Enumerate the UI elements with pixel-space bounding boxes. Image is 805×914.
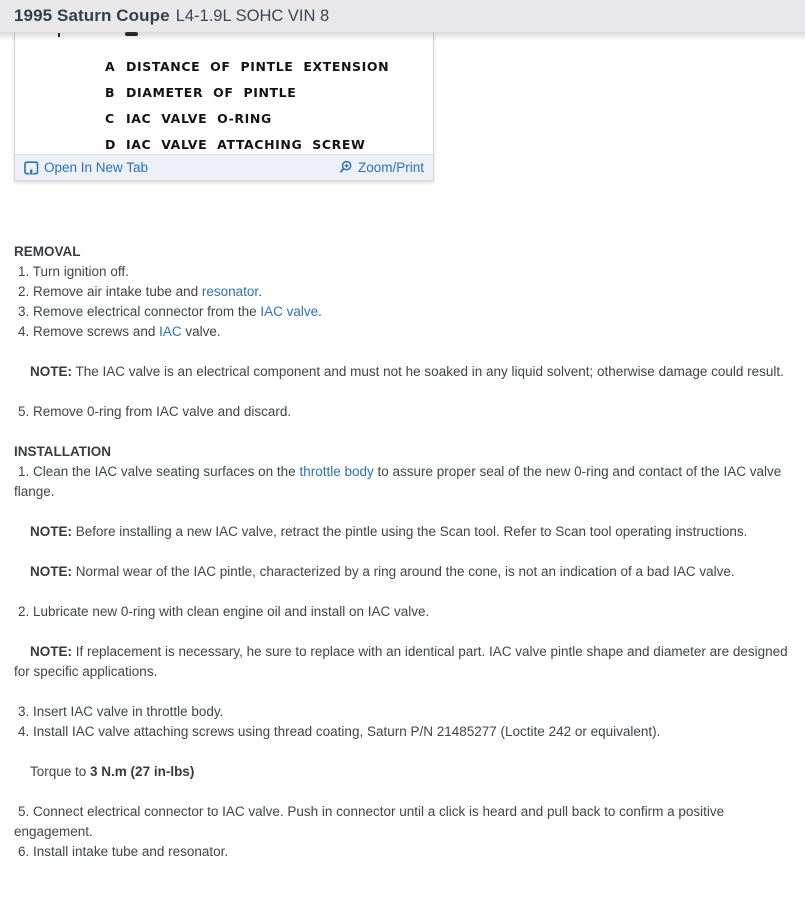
- removal-step-3: 3. Remove electrical connector from the IAC valve.: [18, 304, 322, 319]
- legend-row: [105, 106, 389, 132]
- installation-step-4: 4. Install IAC valve attaching screws using thread coating, Saturn P/N 21485277 (Loctite 242 or equivalent).: [18, 724, 661, 739]
- legend-letter: D: [105, 137, 116, 152]
- torque-spec: Torque to 3 N.m (27 in-lbs): [30, 764, 195, 779]
- step-number: 1.: [18, 264, 30, 279]
- removal-step-5: 5. Remove 0-ring from IAC valve and discard.: [18, 404, 292, 419]
- note-label: NOTE:: [30, 564, 72, 579]
- legend-text: DISTANCE OF PINTLE EXTENSION: [126, 59, 390, 74]
- installation-step-3: 3. Insert IAC valve in throttle body.: [18, 704, 224, 719]
- note-label: NOTE:: [30, 524, 72, 539]
- diagram-cropped-glyph: [58, 33, 60, 37]
- zoom-print-link[interactable]: [338, 160, 424, 175]
- legend-text: IAC VALVE ATTACHING SCREW: [126, 137, 366, 152]
- step-number: 6.: [18, 844, 30, 859]
- installation-note-1: NOTE: Before installing a new IAC valve, retract the pintle using the Scan tool. Refer to Scan tool operating instructions.: [30, 524, 748, 539]
- note-label: NOTE:: [30, 364, 72, 379]
- step-number: 2.: [18, 604, 30, 619]
- diagram-image[interactable]: [15, 32, 433, 154]
- removal-heading: REMOVAL: [14, 244, 81, 259]
- legend-letter: A: [105, 59, 116, 74]
- installation-step-5: 5. Connect electrical connector to IAC valve. Push in connector until a click is heard and pull back to confirm a positive engagement.: [14, 804, 725, 839]
- diagram-legend: [105, 54, 389, 154]
- vehicle-header: [0, 0, 805, 32]
- legend-row: [105, 80, 389, 106]
- step-number: 3.: [18, 304, 30, 319]
- step-number: 1.: [18, 464, 30, 479]
- legend-letter: B: [105, 85, 116, 100]
- removal-note: NOTE: The IAC valve is an electrical component and must not he soaked in any liquid solvent; otherwise damage could result.: [30, 364, 784, 379]
- installation-note-3: NOTE: If replacement is necessary, he sure to replace with an identical part. IAC valve pintle shape and diameter are designed for specific applications.: [14, 644, 788, 679]
- diagram-panel: [14, 32, 434, 181]
- step-number: 5.: [18, 804, 30, 819]
- torque-value: 3 N.m (27 in-lbs): [90, 764, 195, 779]
- iac-valve-link[interactable]: IAC valve: [260, 304, 319, 319]
- throttle-body-link[interactable]: throttle body: [299, 464, 374, 479]
- legend-row: [105, 54, 389, 80]
- vehicle-title: 1995 Saturn Coupe: [14, 6, 170, 25]
- zoom-in-icon: [338, 160, 353, 175]
- removal-step-2: 2. Remove air intake tube and resonator.: [18, 284, 262, 299]
- step-number: 4.: [18, 724, 30, 739]
- step-number: 5.: [18, 404, 30, 419]
- step-number: 3.: [18, 704, 30, 719]
- resonator-link[interactable]: resonator: [201, 284, 259, 299]
- legend-text: IAC VALVE O-RING: [126, 111, 272, 126]
- note-label: NOTE:: [30, 644, 72, 659]
- step-number: 2.: [18, 284, 30, 299]
- article-body: [0, 181, 805, 862]
- vehicle-subtitle: L4-1.9L SOHC VIN 8: [175, 6, 330, 25]
- zoom-print-label: Zoom/Print: [357, 160, 424, 175]
- installation-note-2: NOTE: Normal wear of the IAC pintle, characterized by a ring around the cone, is not an indication of a bad IAC valve.: [30, 564, 735, 579]
- installation-step-1: 1. Clean the IAC valve seating surfaces on the throttle body to assure proper seal of the new 0-ring and contact of the IAC valve flange.: [14, 464, 782, 499]
- legend-text: DIAMETER OF PINTLE: [126, 85, 297, 100]
- open-in-new-tab-label: Open In New Tab: [44, 160, 149, 175]
- open-in-new-tab-link[interactable]: [24, 160, 148, 175]
- installation-heading: INSTALLATION: [14, 444, 111, 459]
- diagram-panel-footer: [15, 154, 433, 180]
- removal-step-4: 4. Remove screws and IAC valve.: [18, 324, 221, 339]
- iac-link[interactable]: IAC: [159, 324, 182, 339]
- open-in-new-tab-icon: [24, 161, 39, 175]
- removal-step-1: 1. Turn ignition off.: [18, 264, 129, 279]
- legend-letter: C: [105, 111, 115, 126]
- installation-step-6: 6. Install intake tube and resonator.: [18, 844, 229, 859]
- step-number: 4.: [18, 324, 30, 339]
- installation-step-2: 2. Lubricate new 0-ring with clean engine oil and install on IAC valve.: [18, 604, 430, 619]
- legend-row: [105, 132, 389, 154]
- diagram-cropped-glyph: [125, 32, 138, 36]
